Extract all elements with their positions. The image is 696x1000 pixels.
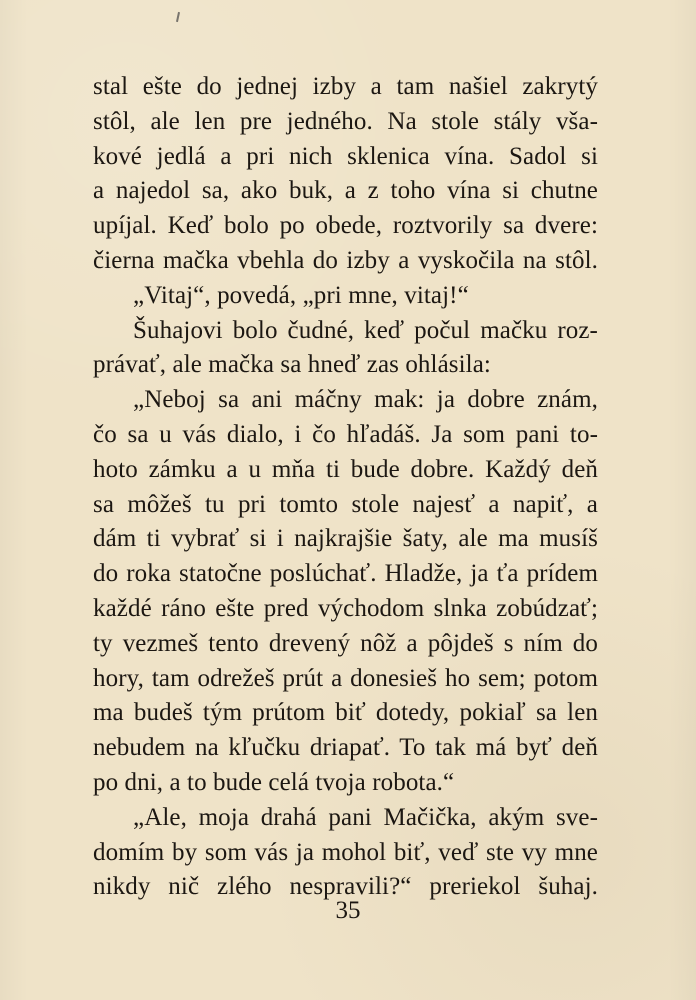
text-line: „Neboj sa ani máčny mak: ja dobre znám,: [133, 386, 598, 414]
page-text: [93, 70, 598, 905]
text-line: upíjal. Keď bolo po obede, roztvorily sa dvere:: [93, 212, 598, 240]
text-line: nebudem na kľučku driapať. To tak má byť deň: [93, 734, 598, 762]
text-line: „Ale, moja drahá pani Mačička, akým sve-: [133, 803, 598, 831]
text-line: hoto zámku a u mňa ti bude dobre. Každý deň: [93, 455, 598, 483]
text-line: Šuhajovi bolo čudné, keď počul mačku roz-: [133, 316, 598, 344]
text-line: do roka statočne poslúchať. Hladže, ja ťa prídem: [93, 560, 598, 588]
text-line: sa môžeš tu pri tomto stole najesť a napiť, a: [93, 490, 598, 518]
ink-speck: [176, 12, 180, 22]
page-number: 35: [335, 897, 361, 924]
text-line: hory, tam odrežeš prút a donesieš ho sem; potom: [93, 664, 598, 692]
text-line: stal ešte do jednej izby a tam našiel zakrytý: [93, 73, 598, 100]
text-line: stôl, ale len pre jedného. Na stole stály vša-: [93, 107, 598, 135]
text-line: čo sa u vás dialo, i čo hľadáš. Ja som pani to-: [93, 420, 598, 448]
text-line: „Vitaj“, povedá, „pri mne, vitaj!“: [133, 281, 469, 309]
text-line: ma budeš tým prútom biť dotedy, pokiaľ sa len: [93, 699, 598, 727]
text-line: právať, ale mačka sa hneď zas ohlásila:: [93, 351, 491, 379]
text-line: čierna mačka vbehla do izby a vyskočila na stôl.: [93, 246, 598, 274]
text-line: ty vezmeš tento drevený nôž a pôjdeš s ním do: [93, 629, 598, 657]
text-line: každé ráno ešte pred východom slnka zobúdzať;: [93, 594, 598, 622]
text-line: po dni, a to bude celá tvoja robota.“: [93, 768, 455, 796]
text-line: a najedol sa, ako buk, a z toho vína si chutne: [93, 177, 598, 205]
text-line: dám ti vybrať si i najkrajšie šaty, ale ma musíš: [93, 525, 598, 553]
text-line: domím by som vás ja mohol biť, veď ste vy mne: [93, 838, 598, 866]
text-line: kové jedlá a pri nich sklenica vína. Sadol si: [93, 142, 598, 170]
text-line: nikdy nič zlého nespravili?“ preriekol šuhaj.: [93, 873, 598, 901]
